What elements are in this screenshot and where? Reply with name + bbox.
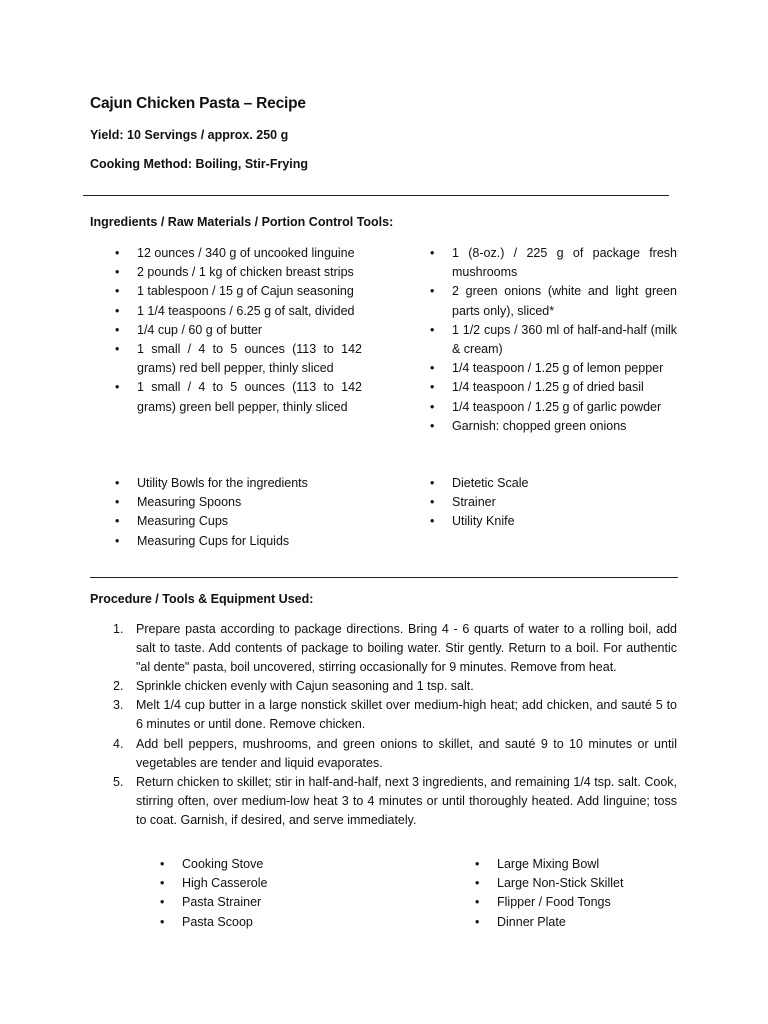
- page-title: Cajun Chicken Pasta – Recipe: [90, 95, 306, 112]
- list-item: • Measuring Spoons: [115, 493, 375, 512]
- step-number: 1.: [113, 622, 124, 636]
- step-text: Add bell peppers, mushrooms, and green onions to skillet, and sauté 9 to 10 minutes or until vegetables are tender and liquid evaporates.: [136, 736, 677, 770]
- step-number: 5.: [113, 774, 124, 789]
- step-text: Prepare pasta according to package directions. Bring 4 - 6 quarts of water to a rolling boil, add salt to taste. Add contents of package to boiling water. Stir gently. Return to a boil. For authentic "al dente" pasta, boil uncovered, stirring occasionally for 9 minutes. Remove from heat.: [136, 622, 677, 675]
- list-item: • Strainer: [430, 493, 670, 512]
- step-number: 4.: [113, 736, 124, 751]
- list-item: • 1/4 cup / 60 g of butter: [115, 321, 362, 340]
- list-item: • Large Mixing Bowl: [475, 855, 695, 874]
- list-item: • 12 ounces / 340 g of uncooked linguine: [115, 244, 362, 263]
- list-item: • Measuring Cups for Liquids: [115, 532, 375, 551]
- tools-list-right: [430, 474, 670, 532]
- list-item: • Dinner Plate: [475, 913, 695, 932]
- procedure-step: [113, 735, 677, 773]
- list-item: • Dietetic Scale: [430, 474, 670, 493]
- list-item: • 1 tablespoon / 15 g of Cajun seasoning: [115, 282, 362, 301]
- list-item: • 1 1/4 teaspoons / 6.25 g of salt, divided: [115, 302, 362, 321]
- equipment-list-left: [160, 855, 380, 932]
- list-item: • Large Non-Stick Skillet: [475, 874, 695, 893]
- list-item: • 1 1/2 cups / 360 ml of half-and-half (milk & cream): [430, 321, 677, 359]
- divider-middle: [90, 577, 678, 578]
- divider-top: [83, 195, 669, 196]
- list-item: • 1 small / 4 to 5 ounces (113 to 142 grams) red bell pepper, thinly sliced: [115, 340, 362, 378]
- list-item: • Pasta Strainer: [160, 893, 380, 912]
- procedure-step: [113, 677, 677, 696]
- list-item: • 1/4 teaspoon / 1.25 g of garlic powder: [430, 398, 677, 417]
- list-item: • Utility Knife: [430, 512, 670, 531]
- ingredients-heading: Ingredients / Raw Materials / Portion Control Tools:: [90, 215, 394, 229]
- list-item: • 1 small / 4 to 5 ounces (113 to 142 grams) green bell pepper, thinly sliced: [115, 378, 362, 416]
- cooking-method-line: Cooking Method: Boiling, Stir-Frying: [90, 157, 309, 171]
- step-text: Sprinkle chicken evenly with Cajun seasoning and 1 tsp. salt.: [136, 679, 474, 694]
- equipment-list-right: [475, 855, 695, 932]
- list-item: • Garnish: chopped green onions: [430, 417, 677, 436]
- tools-list-left: [115, 474, 375, 551]
- list-item: • 1/4 teaspoon / 1.25 g of dried basil: [430, 378, 677, 397]
- list-item: • Measuring Cups: [115, 512, 375, 531]
- procedure-steps: [113, 620, 677, 830]
- procedure-step: [113, 620, 677, 677]
- list-item: • High Casserole: [160, 874, 380, 893]
- list-item: • 2 green onions (white and light green parts only), sliced*: [430, 282, 677, 320]
- list-item: • 1 (8-oz.) / 225 g of package fresh mushrooms: [430, 244, 677, 282]
- procedure-step: [113, 773, 677, 830]
- ingredients-list-right: [430, 244, 677, 436]
- list-item: • Pasta Scoop: [160, 913, 380, 932]
- procedure-heading: Procedure / Tools & Equipment Used:: [90, 592, 314, 606]
- step-text: Return chicken to skillet; stir in half-and-half, next 3 ingredients, and remaining 1/4 tsp. salt. Cook, stirring often, over medium-low heat 3 to 4 minutes or until thoroughly heated. Add linguine; toss to coat. Garnish, if desired, and serve immediately.: [136, 774, 677, 827]
- step-number: 2.: [113, 679, 124, 694]
- list-item: • 2 pounds / 1 kg of chicken breast strips: [115, 263, 362, 282]
- list-item: • 1/4 teaspoon / 1.25 g of lemon pepper: [430, 359, 677, 378]
- step-text: Melt 1/4 cup butter in a large nonstick skillet over medium-high heat; add chicken, and sauté 5 to 6 minutes or until done. Remove chicken.: [136, 698, 677, 732]
- list-item: • Flipper / Food Tongs: [475, 893, 695, 912]
- ingredients-list-left: [115, 244, 362, 417]
- procedure-step: [113, 696, 677, 734]
- yield-line: Yield: 10 Servings / approx. 250 g: [90, 128, 289, 142]
- step-number: 3.: [113, 698, 124, 713]
- list-item: • Cooking Stove: [160, 855, 380, 874]
- list-item: • Utility Bowls for the ingredients: [115, 474, 375, 493]
